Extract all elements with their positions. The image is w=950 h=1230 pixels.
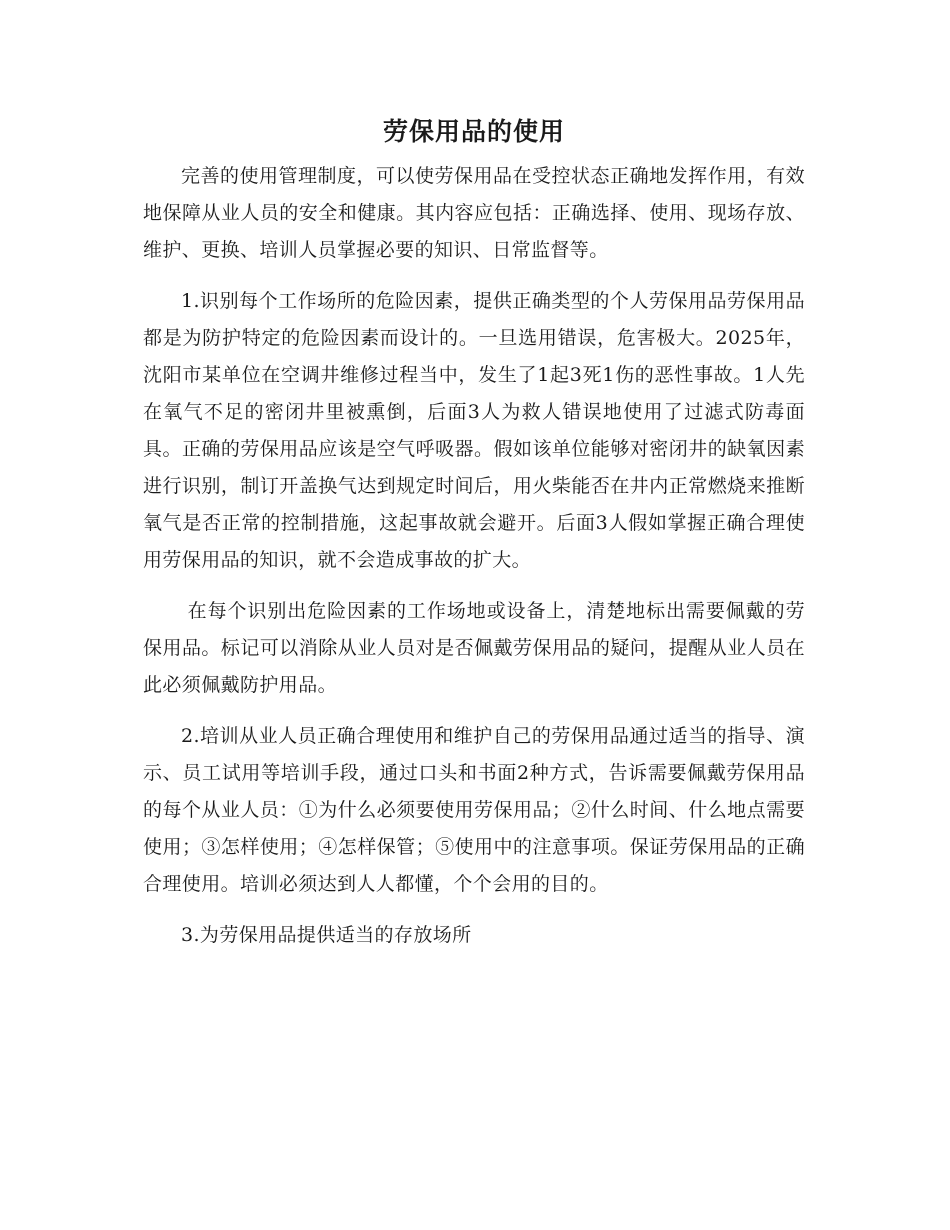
paragraph-marking: 在每个识别出危险因素的工作场地或设备上，清楚地标出需要佩戴的劳保用品。标记可以消除从业人员对是否佩戴劳保用品的疑问，提醒从业人员在此必须佩戴防护用品。 <box>143 600 805 696</box>
document-title: 劳保用品的使用 <box>382 117 565 146</box>
paragraph-item-3: 3.为劳保用品提供适当的存放场所 <box>181 924 472 946</box>
paragraph-item-2: 2.培训从业人员正确合理使用和维护自己的劳保用品通过适当的指导、演示、员工试用等培训手段，通过口头和书面2种方式，告诉需要佩戴劳保用品的每个从业人员：①为什么必须要使用劳保用品；②什么时间、什么地点需要使用；③怎样使用；④怎样保管；⑤使用中的注意事项。保证劳保用品的正确合理使用。培训必须达到人人都懂，个个会用的目的。 <box>143 725 805 895</box>
paragraph-intro: 完善的使用管理制度，可以使劳保用品在受控状态正确地发挥作用，有效地保障从业人员的安全和健康。其内容应包括：正确选择、使用、现场存放、维护、更换、培训人员掌握必要的知识、日常监督等。 <box>143 165 805 261</box>
document-page <box>143 112 805 968</box>
paragraph-item-1: 1.识别每个工作场所的危险因素，提供正确类型的个人劳保用品劳保用品都是为防护特定的危险因素而设计的。一旦选用错误，危害极大。2025年，沈阳市某单位在空调井维修过程当中，发生了1起3死1伤的恶性事故。1人先在氧气不足的密闭井里被熏倒，后面3人为救人错误地使用了过滤式防毒面具。正确的劳保用品应该是空气呼吸器。假如该单位能够对密闭井的缺氧因素进行识别，制订开盖换气达到规定时间后，用火柴能否在井内正常燃烧来推断氧气是否正常的控制措施，这起事故就会避开。后面3人假如掌握正确合理使用劳保用品的知识，就不会造成事故的扩大。 <box>143 290 805 571</box>
